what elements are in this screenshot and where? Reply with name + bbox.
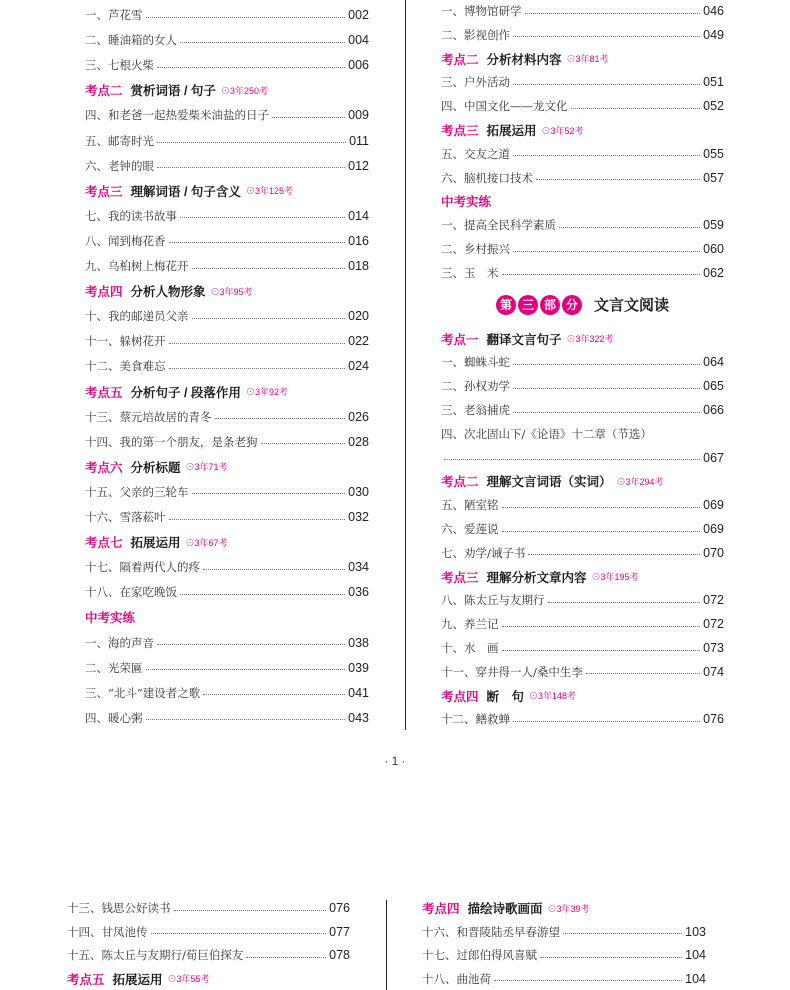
dot-leader	[513, 84, 700, 85]
toc-entry[interactable]	[441, 589, 724, 611]
page-number: · 1 ·	[384, 754, 406, 768]
entry-title: 一、提高全民科学素质	[441, 218, 556, 233]
exam-frequency-badge: ⊙3年250考	[220, 85, 268, 96]
entry-title: 十八、曲池荷	[422, 971, 491, 986]
toc-entry[interactable]	[85, 230, 369, 252]
entry-page-number: 073	[703, 641, 724, 655]
toc-entry[interactable]	[85, 155, 369, 177]
section-heading[interactable]	[85, 606, 369, 628]
toc-entry[interactable]	[441, 24, 724, 46]
section-title: 描绘诗歌画面	[467, 902, 543, 916]
entry-page-number: 055	[703, 146, 724, 161]
entry-title: 四、和老爸一起热爱柴米油盐的日子	[85, 108, 269, 123]
exam-frequency-badge: ⊙3年195考	[591, 572, 639, 583]
toc-entry[interactable]	[441, 351, 724, 373]
toc-entry[interactable]	[85, 481, 369, 503]
section-label: 中考实练	[85, 611, 136, 626]
dot-leader	[586, 673, 700, 674]
toc-entry[interactable]	[441, 214, 724, 236]
part-title: 文言文阅读	[593, 296, 669, 315]
section-heading[interactable]	[441, 119, 724, 141]
entry-page-number: 026	[348, 409, 369, 424]
dot-leader	[502, 507, 701, 508]
entry-title: 十四、我的第一个朋友，是条老狗	[85, 434, 258, 449]
section-heading[interactable]	[85, 381, 369, 403]
dot-leader	[513, 388, 700, 389]
part-char-badge: 三	[518, 295, 538, 315]
entry-page-number: 059	[703, 218, 724, 233]
dot-leader	[246, 957, 326, 958]
section-title: 分析材料内容	[486, 52, 562, 67]
column-divider	[386, 900, 387, 990]
entry-page-number: 078	[329, 948, 350, 962]
entry-title: 三、“北斗”建设者之歌	[85, 685, 201, 700]
toc-entry[interactable]	[85, 406, 369, 428]
section-label: 考点四	[422, 902, 460, 916]
section-label: 考点二	[85, 84, 123, 99]
entry-page-number: 076	[329, 901, 350, 915]
section-heading[interactable]	[441, 328, 724, 350]
column-divider	[405, 0, 406, 730]
dot-leader	[540, 957, 682, 958]
toc-entry[interactable]	[441, 143, 724, 165]
entry-title: 二、睡油箱的女人	[85, 33, 177, 48]
exam-frequency-badge: ⊙3年55考	[167, 974, 210, 984]
dot-leader	[494, 980, 682, 981]
dot-leader	[174, 910, 327, 911]
section-label: 考点四	[441, 689, 479, 704]
entry-page-number: 072	[703, 593, 724, 608]
exam-frequency-badge: ⊙3年52考	[541, 125, 584, 136]
dot-leader	[157, 67, 345, 68]
toc-entry[interactable]	[85, 130, 369, 152]
section-title: 理解文言词语（实词）	[486, 475, 612, 490]
entry-title: 五、邮寄时光	[85, 133, 154, 148]
toc-entry[interactable]	[441, 423, 724, 445]
entry-title: 十四、甘凤池传	[67, 924, 148, 939]
toc-entry[interactable]	[441, 518, 724, 540]
dot-leader	[146, 17, 346, 18]
entry-title: 十、水 画	[441, 641, 499, 655]
entry-page-number: 069	[703, 498, 724, 513]
entry-page-number: 022	[348, 334, 369, 349]
dot-leader	[203, 569, 345, 570]
entry-page-number: 024	[348, 359, 369, 374]
toc-entry[interactable]	[67, 921, 350, 943]
dot-leader	[502, 650, 701, 651]
entry-page-number: 020	[348, 309, 369, 324]
entry-title: 十、我的邮递员父亲	[85, 309, 189, 324]
dot-leader	[444, 459, 700, 460]
section-label: 考点三	[85, 184, 123, 199]
entry-page-number: 041	[348, 685, 369, 700]
entry-title: 三、老翁捕虎	[441, 403, 510, 417]
toc-entry[interactable]	[441, 542, 724, 564]
exam-frequency-badge: ⊙3年81考	[566, 54, 609, 65]
entry-page-number: 034	[348, 560, 369, 575]
entry-page-number: 057	[703, 170, 724, 185]
section-heading[interactable]	[85, 79, 369, 101]
toc-entry[interactable]	[85, 330, 369, 352]
toc-entry[interactable]	[85, 682, 369, 704]
entry-page-number: 009	[348, 108, 369, 123]
exam-frequency-badge: ⊙3年95考	[210, 286, 253, 297]
entry-title: 八、陈太丘与友期行	[441, 593, 545, 608]
entry-page-number: 046	[703, 4, 724, 18]
entry-page-number: 060	[703, 242, 724, 256]
dot-leader	[157, 644, 345, 645]
entry-title: 十一、穿井得一人/桑中生李	[441, 664, 583, 679]
toc-entry[interactable]	[441, 0, 724, 22]
dot-leader	[528, 554, 700, 555]
toc-entry[interactable]	[441, 399, 724, 421]
section-title: 理解分析文章内容	[486, 570, 587, 585]
toc-entry[interactable]	[85, 205, 369, 227]
toc-entry[interactable]	[85, 29, 369, 51]
exam-frequency-badge: ⊙3年71考	[185, 462, 228, 473]
entry-title: 十六、和晋陵陆丞早春游望	[422, 924, 560, 939]
entry-title: 十七、隔着两代人的疼	[85, 560, 200, 575]
dot-leader	[513, 364, 700, 365]
section-title: 拓展运用	[130, 536, 181, 551]
part-char-badge: 分	[562, 295, 582, 315]
section-label: 考点四	[85, 285, 123, 300]
dot-leader	[513, 155, 700, 156]
toc-entry[interactable]	[441, 447, 724, 469]
dot-leader	[559, 227, 700, 228]
entry-page-number: 051	[703, 75, 724, 90]
entry-title: 四、暖心粥	[85, 710, 143, 725]
toc-right-column	[422, 897, 706, 990]
entry-page-number: 072	[703, 617, 724, 632]
dot-leader	[215, 418, 346, 419]
dot-leader	[180, 594, 345, 595]
section-heading[interactable]	[85, 280, 369, 302]
entry-page-number: 006	[348, 58, 369, 73]
entry-title: 二、影视创作	[441, 27, 510, 42]
entry-title: 三、户外活动	[441, 75, 510, 90]
toc-entry[interactable]	[422, 921, 706, 943]
toc-entry[interactable]	[85, 632, 369, 654]
entry-page-number: 070	[703, 545, 724, 560]
entry-title: 二、乡村振兴	[441, 242, 510, 256]
section-heading[interactable]	[85, 456, 369, 478]
entry-page-number: 103	[685, 924, 706, 939]
entry-title: 七、我的读书故事	[85, 208, 177, 223]
section-heading[interactable]	[422, 897, 706, 919]
section-heading[interactable]	[441, 566, 724, 588]
entry-page-number: 049	[703, 27, 724, 42]
entry-page-number: 062	[703, 265, 724, 280]
section-label: 考点三	[441, 570, 479, 585]
section-heading[interactable]	[441, 48, 724, 70]
entry-page-number: 030	[348, 484, 369, 499]
section-title: 理解词语 / 句子含义	[130, 184, 241, 199]
section-heading[interactable]	[441, 190, 724, 212]
entry-page-number: 074	[703, 664, 724, 679]
section-title: 断 句	[486, 689, 525, 704]
exam-frequency-badge: ⊙3年39考	[547, 903, 590, 914]
dot-leader	[261, 443, 346, 444]
toc-entry[interactable]	[422, 968, 706, 990]
toc-entry[interactable]	[85, 255, 369, 277]
entry-title: 九、养兰记	[441, 617, 499, 632]
toc-entry[interactable]	[85, 506, 369, 528]
section-heading[interactable]	[441, 685, 724, 707]
entry-title: 十五、陈太丘与友期行/荀巨伯探友	[67, 948, 244, 962]
toc-entry[interactable]	[85, 104, 369, 126]
section-heading[interactable]	[85, 180, 369, 202]
section-heading[interactable]	[67, 968, 350, 990]
entry-page-number: 004	[348, 33, 369, 48]
entry-page-number: 104	[685, 971, 706, 986]
toc-left-column	[67, 897, 350, 990]
entry-title: 五、陋室铭	[441, 498, 499, 513]
toc-entry[interactable]	[441, 637, 724, 659]
entry-page-number: 069	[703, 522, 724, 536]
section-title: 分析句子 / 段落作用	[130, 385, 241, 400]
entry-page-number: 043	[348, 710, 369, 725]
section-title: 分析标题	[130, 460, 181, 475]
dot-leader	[151, 933, 327, 934]
toc-entry[interactable]	[85, 657, 369, 679]
dot-leader	[513, 36, 700, 37]
toc-entry[interactable]	[441, 494, 724, 516]
dot-leader	[536, 179, 700, 180]
dot-leader	[502, 531, 701, 532]
entry-page-number: 032	[348, 510, 369, 524]
entry-page-number: 028	[348, 434, 369, 449]
entry-title: 十二、鳝救蝉	[441, 712, 510, 727]
dot-leader	[192, 318, 346, 319]
toc-entry[interactable]	[85, 4, 369, 26]
toc-right-column	[441, 0, 724, 730]
dot-leader	[180, 217, 345, 218]
entry-page-number: 067	[703, 450, 724, 465]
section-label: 考点二	[441, 52, 479, 67]
section-heading[interactable]	[441, 470, 724, 492]
section-label: 考点二	[441, 475, 479, 490]
dot-leader	[180, 42, 345, 43]
entry-title: 六、脑机接口技术	[441, 170, 533, 185]
entry-title: 十八、在家吃晚饭	[85, 585, 177, 600]
exam-frequency-badge: ⊙3年294考	[616, 476, 664, 487]
dot-leader	[272, 117, 345, 118]
exam-frequency-badge: ⊙3年148考	[529, 691, 577, 702]
toc-entry[interactable]	[422, 944, 706, 966]
dot-leader	[192, 493, 346, 494]
exam-frequency-badge: ⊙3年92考	[245, 387, 288, 397]
section-title: 翻译文言句子	[486, 332, 562, 347]
section-label: 中考实练	[441, 195, 492, 210]
exam-frequency-badge: ⊙3年67考	[185, 537, 228, 548]
toc-entry[interactable]	[85, 355, 369, 377]
dot-leader	[169, 519, 346, 520]
toc-entry[interactable]	[85, 54, 369, 76]
entry-title: 五、交友之道	[441, 146, 510, 161]
entry-page-number: 076	[703, 712, 724, 727]
dot-leader	[157, 167, 345, 168]
toc-entry[interactable]	[67, 944, 350, 966]
dot-leader	[525, 13, 701, 14]
toc-entry[interactable]	[441, 167, 724, 189]
entry-title: 二、光荣匾	[85, 660, 143, 675]
part-heading	[441, 292, 724, 318]
section-title: 分析人物形象	[130, 285, 206, 300]
toc-entry[interactable]	[441, 661, 724, 683]
dot-leader	[513, 251, 700, 252]
dot-leader	[563, 933, 682, 934]
dot-leader	[146, 669, 346, 670]
dot-leader	[169, 368, 346, 369]
dot-leader	[502, 274, 701, 275]
toc-entry[interactable]	[441, 95, 724, 117]
section-title: 赏析词语 / 句子	[130, 84, 216, 99]
section-title: 拓展运用	[486, 124, 537, 138]
entry-page-number: 077	[329, 924, 350, 939]
dot-leader	[548, 602, 701, 603]
section-title: 拓展运用	[112, 972, 163, 987]
entry-title: 十二、美食难忘	[85, 359, 166, 374]
entry-title: 十六、雪落菘叶	[85, 510, 166, 524]
dot-leader	[513, 412, 700, 413]
entry-title: 八、闻到梅花香	[85, 233, 166, 248]
section-label: 考点六	[85, 460, 123, 475]
entry-page-number: 036	[348, 585, 369, 600]
exam-frequency-badge: ⊙3年322考	[566, 334, 614, 345]
entry-title: 十三、钱思公好读书	[67, 901, 171, 915]
toc-entry[interactable]	[85, 431, 369, 453]
part-char-badge: 第	[496, 295, 516, 315]
section-label: 考点七	[85, 536, 123, 551]
entry-page-number: 018	[348, 259, 369, 273]
entry-page-number: 039	[348, 660, 369, 675]
part-char-badge: 部	[540, 295, 560, 315]
entry-title: 六、老钟的眼	[85, 158, 154, 173]
entry-title: 二、孙权劝学	[441, 379, 510, 394]
entry-title: 七、劝学/诫子书	[441, 545, 526, 560]
toc-entry[interactable]	[441, 71, 724, 93]
entry-page-number: 002	[348, 8, 369, 22]
entry-page-number: 064	[703, 355, 724, 370]
toc-entry[interactable]	[85, 707, 369, 729]
dot-leader	[169, 242, 346, 243]
toc-entry[interactable]	[67, 897, 350, 919]
entry-page-number: 038	[348, 635, 369, 650]
dot-leader	[513, 721, 700, 722]
entry-title: 四、中国文化——龙文化	[441, 99, 568, 114]
dot-leader	[146, 719, 346, 720]
entry-page-number: 104	[685, 948, 706, 962]
dot-leader	[502, 626, 701, 627]
dot-leader	[157, 142, 346, 143]
entry-title: 一、芦花雪	[85, 8, 143, 22]
section-label: 考点一	[441, 332, 479, 347]
entry-page-number: 016	[348, 233, 369, 248]
entry-title: 一、海的声音	[85, 635, 154, 650]
entry-title: 十三、蔡元培故居的青冬	[85, 409, 212, 424]
toc-entry[interactable]	[441, 238, 724, 260]
dot-leader	[203, 694, 345, 695]
toc-entry[interactable]	[85, 556, 369, 578]
entry-page-number: 011	[349, 133, 369, 148]
entry-title: 一、博物馆研学	[441, 4, 522, 18]
toc-entry[interactable]	[441, 375, 724, 397]
toc-entry[interactable]	[85, 581, 369, 603]
toc-left-column	[85, 4, 369, 734]
entry-page-number: 065	[703, 379, 724, 394]
section-label: 考点五	[85, 385, 123, 400]
entry-page-number: 014	[348, 208, 369, 223]
section-label: 考点五	[67, 972, 105, 987]
entry-title: 十七、过郎伯得风喜赋	[422, 948, 537, 962]
entry-title: 十一、躲树花开	[85, 334, 166, 349]
section-label: 考点三	[441, 124, 479, 138]
toc-entry[interactable]	[441, 613, 724, 635]
section-heading[interactable]	[85, 531, 369, 553]
entry-title: 三、玉 米	[441, 265, 499, 280]
entry-page-number: 012	[348, 158, 369, 173]
entry-title: 四、次北固山下/《论语》十二章（节选）	[441, 426, 652, 441]
entry-page-number: 066	[703, 403, 724, 417]
dot-leader	[169, 343, 346, 344]
entry-title: 一、蜘蛛斗蛇	[441, 355, 510, 370]
entry-title: 六、爱莲说	[441, 522, 499, 536]
toc-entry[interactable]	[441, 262, 724, 284]
exam-frequency-badge: ⊙3年125考	[245, 186, 293, 197]
dot-leader	[192, 268, 346, 269]
dot-leader	[571, 108, 701, 109]
entry-title: 十五、父亲的三轮车	[85, 484, 189, 499]
entry-page-number: 052	[703, 99, 724, 114]
toc-entry[interactable]	[441, 708, 724, 730]
entry-title: 九、乌桕树上梅花开	[85, 259, 189, 273]
entry-title: 三、七根火柴	[85, 58, 154, 73]
toc-entry[interactable]	[85, 305, 369, 327]
